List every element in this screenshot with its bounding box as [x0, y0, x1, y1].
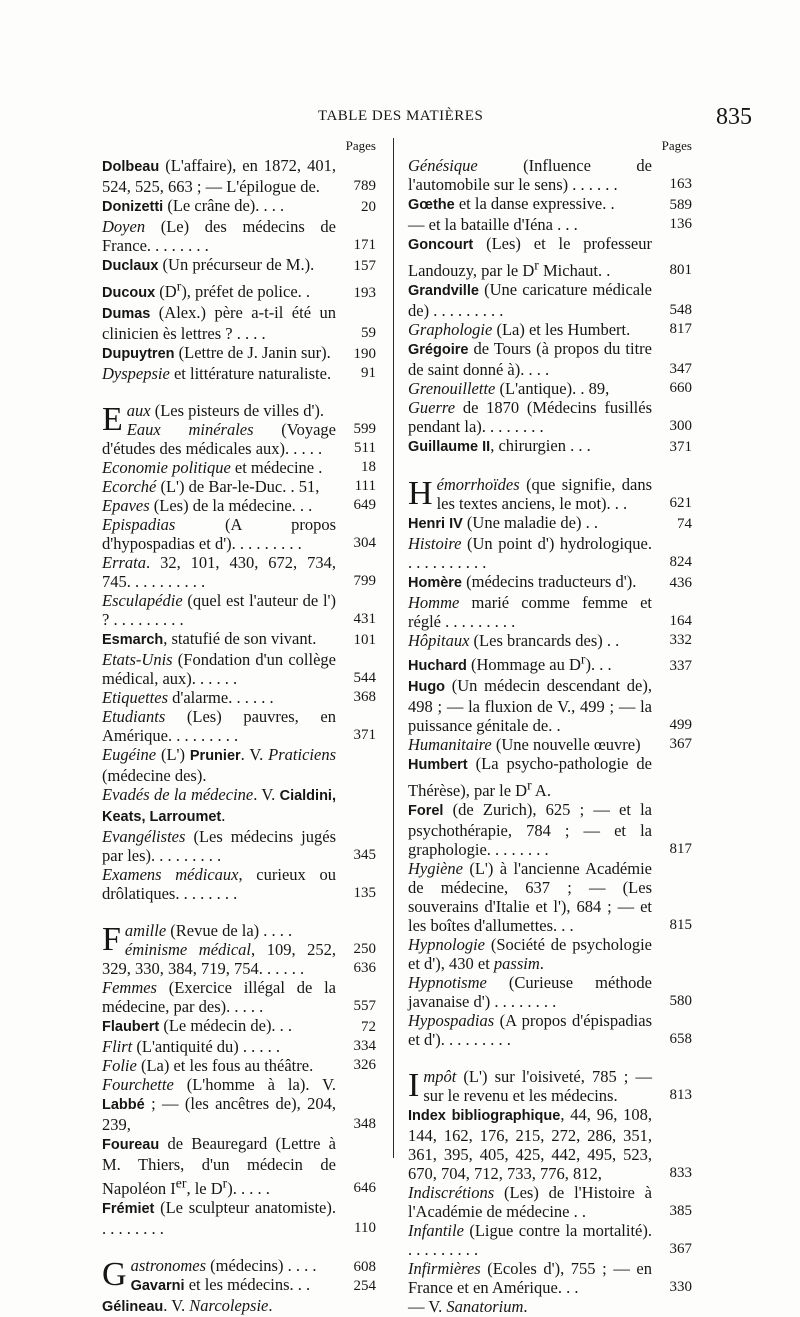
entry-text: Gélineau. V. Narcolepsie. [102, 1296, 273, 1315]
entry-page-number: 250 636 [353, 940, 376, 976]
entry-text: Frémiet (Le sculpteur anatomiste). . . . . . . . . [102, 1198, 336, 1238]
entry-text: Henri IV (Une maladie de) . . [408, 512, 598, 532]
index-entry [408, 1067, 692, 1105]
entry-text: — et la bataille d'Iéna . . . [408, 215, 578, 234]
entry-page-number: 304 [353, 534, 376, 551]
entry-text: Dyspepsie et littérature naturaliste. [102, 363, 332, 383]
entry-text: astronomes (médecins) . . . . Gavarni et les médecins. . . [130, 1256, 317, 1294]
entry-page-number: 499 [669, 717, 692, 733]
entry-text: Hypospadias (A propos d'épispadias et d'). . . . . . . . . [408, 1010, 652, 1049]
entry-text: Grenouillette (L'antique). . 89, [408, 378, 610, 398]
index-entry [408, 1105, 692, 1183]
drop-cap: E [102, 400, 123, 438]
entry-text: Errata. 32, 101, 430, 672, 734, 745. . . . . . . . . . [102, 552, 336, 591]
entry-page-number: 136 [669, 216, 692, 232]
entry-text: Esmarch, statufié de son vivant. [102, 628, 317, 648]
index-entry [408, 398, 692, 436]
entry-text: Huchard (Hommage au $D^r$). . . [408, 651, 612, 674]
entry-text: Epaves (Les) de la médecine. . . [102, 495, 313, 515]
index-entry [102, 515, 376, 553]
entry-page-number: 135 [353, 884, 376, 901]
entry-text: Evadés de la médecine. V. Cialdini, Keats, Larroumet. [102, 784, 336, 825]
index-entry [102, 745, 376, 785]
section-gap [102, 1238, 376, 1256]
entry-text: Homère (médecins traducteurs d'). [408, 571, 637, 591]
entry-page-number: 824 [669, 553, 692, 570]
entry-text: Humanitaire (Une nouvelle œuvre) [408, 735, 641, 754]
index-entry [102, 196, 376, 217]
index-entry [408, 1221, 692, 1259]
entry-page-number: 813 [669, 1086, 692, 1103]
index-entry [102, 629, 376, 650]
entry-page-number: 345 [353, 846, 376, 863]
index-column-right [408, 138, 692, 1316]
entry-text: Flirt (L'antiquité du) . . . . . [102, 1036, 281, 1056]
entry-page-number: 157 [353, 258, 376, 274]
entry-text: Indiscrétions (Les) de l'Histoire à l'Académie de médecine . . [408, 1182, 652, 1221]
pages-label: Pages [661, 138, 692, 153]
entry-page-number: 348 [353, 1115, 376, 1132]
section-gap [408, 457, 692, 475]
index-entry [102, 156, 376, 196]
entry-page-number: 190 [353, 345, 376, 362]
entry-page-number: 815 [669, 916, 692, 933]
entry-text: Dupuytren (Lettre de J. Janin sur). [102, 342, 331, 362]
entry-page-number: 337 [669, 658, 692, 674]
entry-page-number: 608 254 [353, 1259, 376, 1294]
index-entry [102, 1056, 376, 1075]
index-entry [102, 978, 376, 1016]
index-entry [102, 343, 376, 364]
entry-page-number: 789 [353, 178, 376, 194]
entry-page-number: 544 [353, 669, 376, 686]
pages-label: Pages [345, 138, 376, 153]
index-entry [102, 785, 376, 827]
index-entry [408, 1011, 692, 1049]
entry-page-number: 646 [353, 1180, 376, 1196]
index-entry [408, 735, 692, 754]
index-entry [408, 280, 692, 320]
entry-page-number: 557 [353, 997, 376, 1014]
index-entry [102, 707, 376, 745]
entry-text: Donizetti (Le crâne de). . . . [102, 196, 285, 215]
index-entry [408, 935, 692, 973]
entry-page-number: 385 [669, 1202, 692, 1219]
entry-text: Duclaux (Un précurseur de M.). [102, 255, 315, 274]
entry-page-number: 300 [669, 417, 692, 434]
entry-text: Femmes (Exercice illégal de la médecine, par des). . . . . [102, 977, 336, 1016]
entry-text: Forel (de Zurich), 625 ; — et la psychothérapie, 784 ; — et la graphologie. . . . . . . . [408, 799, 652, 859]
entry-text: Index bibliographique, 44, 96, 108, 144, 162, 176, 215, 272, 286, 351, 361, 395, 405, 425, 442, 495, 523, 670, 704, 712, 733, 776, 812, [408, 1104, 652, 1183]
entry-text: Goncourt (Les) et le professeur Landouzy, par le $D^r$ Michaut. . [408, 234, 652, 280]
entry-page-number: 330 [669, 1278, 692, 1295]
entry-page-number: 660 [669, 379, 692, 396]
entry-text: Fourchette (L'homme à la). V. Labbé ; — (les ancêtres de), 204, 239, [102, 1074, 336, 1134]
entry-text: Génésique (Influence de l'automobile sur le sens) . . . . . . [408, 156, 652, 194]
entry-page-number: 367 [669, 736, 692, 752]
entry-page-number: 436 [669, 574, 692, 591]
entry-text: Evangélistes (Les médecins jugés par les). . . . . . . . . [102, 826, 336, 865]
entry-text: Hugo (Un médecin descendant de), 498 ; — la fluxion de V., 499 ; — la puissance génitale de. . [408, 676, 652, 735]
index-entry [408, 436, 692, 457]
entry-text: Grandville (Une caricature médicale de) . . . . . . . . . [408, 279, 652, 320]
entry-text: Hôpitaux (Les brancards des) . . [408, 630, 620, 650]
entry-text: Gœthe et la danse expressive. . [408, 194, 615, 213]
entry-text: Eugéine (L') Prunier. V. Praticiens (médecine des). [102, 744, 336, 785]
entry-page-number: 101 [353, 631, 376, 648]
entry-page-number: 91 [361, 364, 376, 381]
index-entry [408, 1297, 692, 1316]
drop-cap: F [102, 920, 121, 958]
index-entry [102, 496, 376, 515]
index-column-left [102, 138, 376, 1317]
entry-page-number: 347 [669, 360, 692, 377]
entry-text: Etudiants (Les) pauvres, en Amérique. . . . . . . . . [102, 706, 336, 745]
index-entry [102, 827, 376, 865]
entry-page-number: 658 [669, 1030, 692, 1047]
index-entry [102, 401, 376, 458]
index-entry [102, 591, 376, 629]
entry-page-number: 649 [353, 496, 376, 513]
index-entry [102, 688, 376, 707]
page-number: 835 [716, 104, 752, 130]
entry-text: Hypnotisme (Curieuse méthode javanaise d') . . . . . . . . [408, 972, 652, 1011]
entry-text: Etiquettes d'alarme. . . . . . [102, 687, 274, 707]
entry-list [408, 156, 692, 1316]
entry-page-number: 334 [353, 1037, 376, 1054]
entry-text: Dolbeau (L'affaire), en 1872, 401, 524, 525, 663 ; — L'épilogue de. [102, 156, 336, 196]
index-entry [102, 303, 376, 343]
drop-cap: I [408, 1066, 420, 1104]
index-entry [408, 754, 692, 800]
entry-text: Ecorché (L') de Bar-le-Duc. . 51, [102, 476, 320, 496]
entry-page-number: 20 [361, 199, 376, 215]
entry-text: Economie politique et médecine . [102, 457, 323, 477]
index-entry [408, 572, 692, 593]
index-entry [408, 379, 692, 398]
entry-page-number: 817 [669, 840, 692, 857]
index-entry [408, 513, 692, 534]
entry-page-number: 817 [669, 320, 692, 337]
entry-page-number: 801 [669, 261, 692, 278]
entry-page-number: 589 [669, 197, 692, 213]
section-gap [102, 383, 376, 401]
index-entry [408, 156, 692, 194]
entry-page-number: 833 [669, 1164, 692, 1181]
index-entry [408, 631, 692, 650]
drop-cap: H [408, 474, 433, 512]
entry-text: Doyen (Le) des médecins de France. . . . . . . . [102, 217, 336, 255]
entry-text: Infirmières (Ecoles d'), 755 ; — en France et en Amérique. . . [408, 1258, 652, 1297]
entry-page-number: 332 [669, 631, 692, 648]
index-entry [408, 234, 692, 280]
entry-page-number: 193 [353, 284, 376, 301]
entry-text: Epispadias (A propos d'hypospadias et d'). . . . . . . . . [102, 514, 336, 553]
entry-page-number: 163 [669, 176, 692, 192]
index-entry [102, 553, 376, 591]
index-entry [102, 276, 376, 303]
entry-text: Dumas (Alex.) père a-t-il été un clinicien ès lettres ? . . . . [102, 302, 336, 343]
index-entry [102, 1075, 376, 1134]
index-entry [408, 215, 692, 234]
entry-text: Hypnologie (Société de psychologie et d'), 430 et passim. [408, 934, 652, 973]
index-entry [408, 859, 692, 935]
entry-text: Etats-Unis (Fondation d'un collège médical, aux). . . . . . [102, 649, 336, 688]
drop-cap: G [102, 1256, 127, 1293]
entry-page-number: 548 [669, 301, 692, 318]
index-entry [408, 1259, 692, 1297]
section-gap [408, 1049, 692, 1067]
entry-text: mpôt (L') sur l'oisiveté, 785 ; — sur le revenu et les médecins. [423, 1066, 652, 1105]
index-entry [102, 255, 376, 276]
index-entry [408, 973, 692, 1011]
entry-page-number: 171 [353, 237, 376, 253]
entry-page-number: 18 [361, 458, 376, 475]
index-entry [408, 339, 692, 379]
entry-page-number: 371 [669, 438, 692, 455]
entry-page-number: 110 [354, 1220, 376, 1236]
index-entry [408, 320, 692, 339]
entry-text: Esculapédie (quel est l'auteur de l') ? . . . . . . . . . [102, 590, 336, 629]
entry-text: Humbert (La psycho-pathologie de Thérèse), par le $D^r$ A. [408, 754, 652, 800]
entry-text: Examens médicaux, curieux ou drôlatiques. . . . . . . . [102, 864, 336, 903]
entry-page-number: 621 [669, 494, 692, 511]
entry-page-number: 326 [353, 1056, 376, 1073]
column-divider [393, 138, 394, 1158]
entry-text: Homme marié comme femme et réglé . . . . . . . . . [408, 592, 652, 631]
index-entry [408, 800, 692, 859]
index-entry [102, 477, 376, 496]
entry-page-number: 164 [669, 612, 692, 629]
entry-page-number: 580 [669, 992, 692, 1009]
entry-text: Grégoire de Tours (à propos du titre de saint donné à). . . . [408, 338, 652, 379]
entry-text: amille (Revue de la) . . . . éminisme médical, 109, 252, 329, 330, 384, 719, 754. . . . . . [102, 920, 336, 978]
section-gap [102, 903, 376, 921]
entry-text: Guillaume II, chirurgien . . . [408, 435, 591, 455]
index-entry [102, 921, 376, 978]
index-entry [408, 593, 692, 631]
entry-text: Foureau de Beauregard (Lettre à M. Thiers, d'un médecin de Napoléon Ier, le $D^r$). . . . . [102, 1133, 336, 1198]
entry-page-number: 74 [677, 515, 692, 532]
index-entry [102, 865, 376, 903]
entry-list [102, 156, 376, 1317]
entry-page-number: 371 [353, 726, 376, 743]
entry-text: Guerre de 1870 (Médecins fusillés pendant la). . . . . . . . [408, 397, 652, 436]
index-entry [408, 650, 692, 677]
entry-text: Ducoux $(D^r)$, préfet de police. . [102, 278, 311, 301]
index-entry [102, 458, 376, 477]
entry-text: Infantile (Ligue contre la mortalité). . . . . . . . . . [408, 1220, 652, 1259]
entry-page-number: 367 [669, 1240, 692, 1257]
entry-page-number: 599 511 [353, 420, 376, 456]
index-entry [408, 676, 692, 735]
entry-text: — V. Sanatorium. [408, 1296, 528, 1316]
index-entry [102, 1016, 376, 1037]
entry-text: Histoire (Un point d') hydrologique. . . . . . . . . . . [408, 533, 652, 572]
index-entry [408, 1183, 692, 1221]
index-entry [408, 534, 692, 572]
entry-page-number: 431 [353, 610, 376, 627]
index-entry [102, 217, 376, 255]
entry-text: Flaubert (Le médecin de). . . [102, 1015, 293, 1035]
index-entry [408, 475, 692, 513]
entry-page-number: 368 [353, 688, 376, 705]
index-entry [408, 194, 692, 215]
entry-text: émorrhoïdes (que signifie, dans les textes anciens, le mot). . . [436, 474, 652, 513]
running-head: TABLE DES MATIÈRES [318, 108, 484, 124]
index-entry [102, 1198, 376, 1238]
index-entry [102, 650, 376, 688]
entry-text: Hygiène (L') à l'ancienne Académie de médecine, 637 ; — (Les souverains d'Italie et l'), 684 ; — et les boîtes d'allumettes. . . [408, 858, 652, 935]
entry-page-number: 799 [353, 572, 376, 589]
entry-text: aux (Les pisteurs de villes d'). Eaux minérales (Voyage d'études des médicales aux). . . . . [102, 400, 336, 458]
index-entry [102, 1134, 376, 1199]
entry-text: Folie (La) et les fous au théâtre. [102, 1055, 314, 1075]
index-entry [102, 1256, 376, 1296]
entry-text: Graphologie (La) et les Humbert. [408, 319, 631, 339]
entry-page-number: 72 [361, 1018, 376, 1035]
index-entry [102, 364, 376, 383]
entry-page-number: 111 [354, 477, 376, 494]
entry-page-number: 59 [361, 324, 376, 341]
index-entry [102, 1037, 376, 1056]
